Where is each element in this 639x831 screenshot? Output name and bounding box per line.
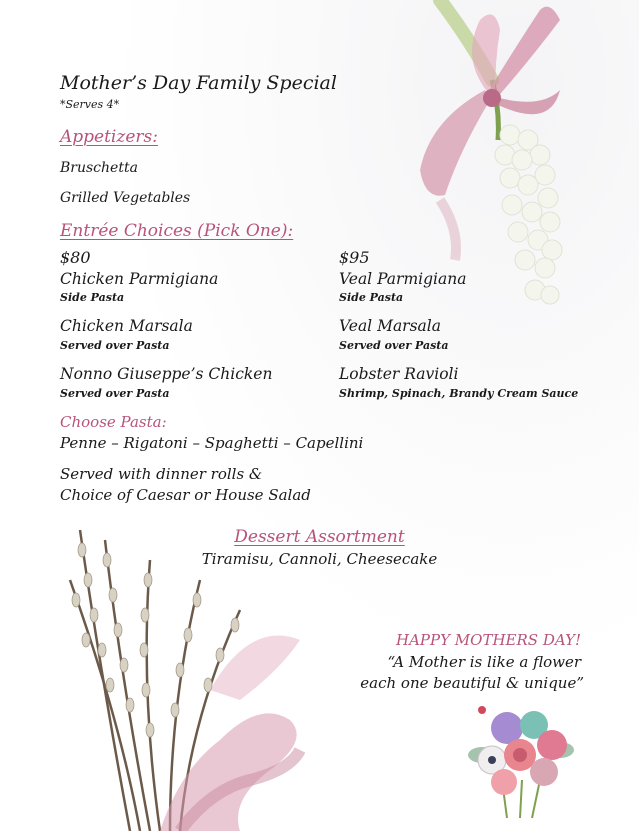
menu-title: Mother’s Day Family Special [60,72,337,94]
entree-desc: Served over Pasta [60,387,170,400]
entree-desc: Served over Pasta [339,339,449,352]
quote-line: each one beautiful & unique” [360,674,584,692]
entree-heading: Entrée Choices (Pick One): [60,221,294,241]
entree-price-left: $80 [60,248,91,267]
quote-line: “A Mother is like a flower [387,653,581,671]
entree-desc: Side Pasta [60,291,125,304]
entree-name: Lobster Ravioli [339,365,459,383]
entree-price-right: $95 [339,248,370,267]
dessert-list: Tiramisu, Cannoli, Cheesecake [201,550,438,568]
serves-note: *Serves 4* [60,98,120,111]
appetizer-item: Bruschetta [60,160,138,176]
entree-desc: Served over Pasta [60,339,170,352]
entree-desc: Shrimp, Spinach, Brandy Cream Sauce [339,387,579,400]
appetizers-heading: Appetizers: [60,127,158,147]
entree-desc: Side Pasta [339,291,404,304]
appetizer-item: Grilled Vegetables [60,190,191,206]
entree-name: Veal Parmigiana [339,270,467,288]
pasta-list: Penne – Rigatoni – Spaghetti – Capellini [60,434,364,452]
greeting: HAPPY MOTHERS DAY! [396,631,581,649]
entree-name: Chicken Marsala [60,317,193,335]
pasta-heading: Choose Pasta: [60,413,167,431]
salad-choice-line: Choice of Caesar or House Salad [60,486,311,504]
dessert-heading: Dessert Assortment [234,527,405,547]
entree-name: Veal Marsala [339,317,441,335]
entree-name: Chicken Parmigiana [60,270,219,288]
flower-bouquet-image [462,700,580,820]
served-with-line: Served with dinner rolls & [60,465,263,483]
entree-name: Nonno Giuseppe’s Chicken [60,365,273,383]
